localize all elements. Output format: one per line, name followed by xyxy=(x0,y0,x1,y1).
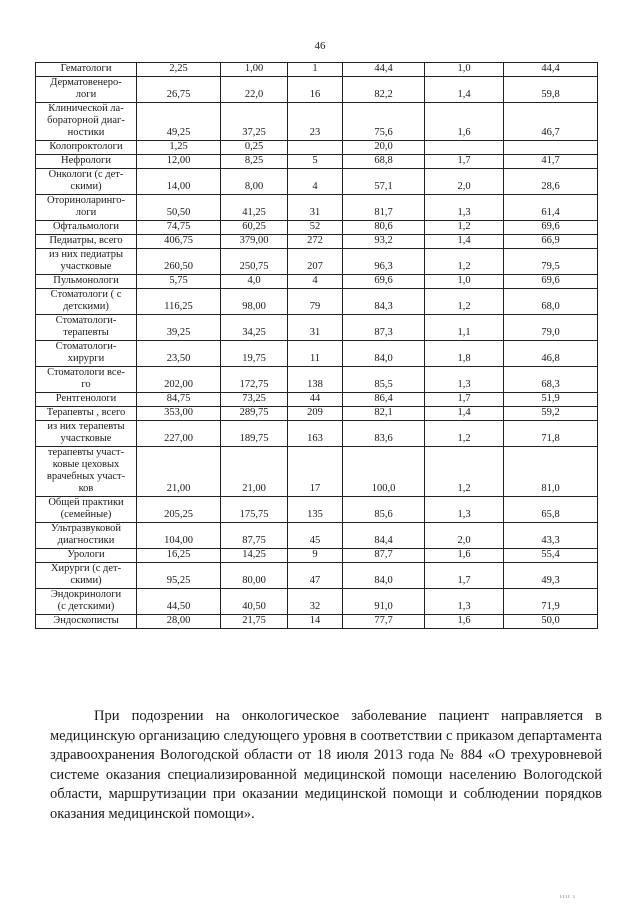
value-cell: 81,7 xyxy=(343,195,425,221)
value-cell: 379,00 xyxy=(221,235,288,249)
value-cell: 49,3 xyxy=(504,563,598,589)
value-cell: 71,8 xyxy=(504,421,598,447)
value-cell: 84,0 xyxy=(343,341,425,367)
row-label-cell: Стоматологи ( с детскими) xyxy=(36,289,137,315)
value-cell: 96,3 xyxy=(343,249,425,275)
value-cell: 82,1 xyxy=(343,407,425,421)
table-row xyxy=(36,421,598,447)
table-row xyxy=(36,315,598,341)
value-cell: 85,5 xyxy=(343,367,425,393)
value-cell: 1,2 xyxy=(425,249,504,275)
table-row xyxy=(36,589,598,615)
value-cell: 209 xyxy=(288,407,343,421)
value-cell: 87,7 xyxy=(343,549,425,563)
value-cell: 100,0 xyxy=(343,447,425,497)
value-cell: 57,1 xyxy=(343,169,425,195)
value-cell: 44 xyxy=(288,393,343,407)
value-cell: 61,4 xyxy=(504,195,598,221)
table-row xyxy=(36,169,598,195)
value-cell: 93,2 xyxy=(343,235,425,249)
value-cell: 44,50 xyxy=(137,589,221,615)
value-cell: 79,0 xyxy=(504,315,598,341)
value-cell: 16 xyxy=(288,77,343,103)
value-cell: 28,00 xyxy=(137,615,221,629)
value-cell xyxy=(504,141,598,155)
value-cell: 23 xyxy=(288,103,343,141)
table-row xyxy=(36,367,598,393)
value-cell: 87,75 xyxy=(221,523,288,549)
table-row xyxy=(36,549,598,563)
value-cell: 12,00 xyxy=(137,155,221,169)
page-number: 46 xyxy=(314,40,326,52)
value-cell: 23,50 xyxy=(137,341,221,367)
row-label-cell: Колопроктологи xyxy=(36,141,137,155)
table-row xyxy=(36,563,598,589)
value-cell: 44,4 xyxy=(343,63,425,77)
value-cell: 1,3 xyxy=(425,367,504,393)
table-row xyxy=(36,393,598,407)
value-cell: 59,8 xyxy=(504,77,598,103)
value-cell: 69,6 xyxy=(504,275,598,289)
value-cell: 406,75 xyxy=(137,235,221,249)
value-cell: 9 xyxy=(288,549,343,563)
table-row xyxy=(36,141,598,155)
value-cell: 32 xyxy=(288,589,343,615)
table-row xyxy=(36,195,598,221)
value-cell: 37,25 xyxy=(221,103,288,141)
row-label-cell: Гематологи xyxy=(36,63,137,77)
row-label-cell: Дерматовенеро- логи xyxy=(36,77,137,103)
table-row xyxy=(36,341,598,367)
value-cell: 1,7 xyxy=(425,155,504,169)
value-cell: 69,6 xyxy=(343,275,425,289)
value-cell: 1,8 xyxy=(425,341,504,367)
value-cell: 59,2 xyxy=(504,407,598,421)
value-cell: 1,0 xyxy=(425,275,504,289)
value-cell: 84,0 xyxy=(343,563,425,589)
row-label-cell: Стоматологи- хирурги xyxy=(36,341,137,367)
value-cell: 82,2 xyxy=(343,77,425,103)
value-cell: 1,1 xyxy=(425,315,504,341)
value-cell: 44,4 xyxy=(504,63,598,77)
value-cell: 66,9 xyxy=(504,235,598,249)
table-row xyxy=(36,155,598,169)
value-cell: 39,25 xyxy=(137,315,221,341)
value-cell: 1,3 xyxy=(425,195,504,221)
value-cell: 17 xyxy=(288,447,343,497)
value-cell: 202,00 xyxy=(137,367,221,393)
value-cell: 45 xyxy=(288,523,343,549)
row-label-cell: Клинической ла- бораторной диаг- ностики xyxy=(36,103,137,141)
row-label-cell: Ультразвуковой диагностики xyxy=(36,523,137,549)
value-cell: 75,6 xyxy=(343,103,425,141)
value-cell: 1 xyxy=(288,63,343,77)
value-cell: 22,0 xyxy=(221,77,288,103)
row-label-cell: Эндоскописты xyxy=(36,615,137,629)
value-cell: 84,75 xyxy=(137,393,221,407)
value-cell: 227,00 xyxy=(137,421,221,447)
table-row xyxy=(36,235,598,249)
value-cell: 1,6 xyxy=(425,549,504,563)
value-cell: 26,75 xyxy=(137,77,221,103)
row-label-cell: Нефрологи xyxy=(36,155,137,169)
table-row xyxy=(36,275,598,289)
value-cell: 1,0 xyxy=(425,63,504,77)
value-cell: 83,6 xyxy=(343,421,425,447)
table-row xyxy=(36,407,598,421)
value-cell: 46,8 xyxy=(504,341,598,367)
table-row xyxy=(36,447,598,497)
value-cell: 250,75 xyxy=(221,249,288,275)
table-row xyxy=(36,615,598,629)
value-cell: 68,8 xyxy=(343,155,425,169)
table-row xyxy=(36,221,598,235)
value-cell xyxy=(288,141,343,155)
value-cell: 0,25 xyxy=(221,141,288,155)
value-cell: 189,75 xyxy=(221,421,288,447)
value-cell: 95,25 xyxy=(137,563,221,589)
value-cell: 55,4 xyxy=(504,549,598,563)
value-cell: 28,6 xyxy=(504,169,598,195)
value-cell: 207 xyxy=(288,249,343,275)
value-cell: 1,2 xyxy=(425,447,504,497)
value-cell: 21,00 xyxy=(221,447,288,497)
value-cell: 40,50 xyxy=(221,589,288,615)
value-cell: 81,0 xyxy=(504,447,598,497)
value-cell: 1,7 xyxy=(425,563,504,589)
value-cell: 8,00 xyxy=(221,169,288,195)
value-cell: 104,00 xyxy=(137,523,221,549)
value-cell: 87,3 xyxy=(343,315,425,341)
value-cell: 74,75 xyxy=(137,221,221,235)
value-cell: 163 xyxy=(288,421,343,447)
value-cell: 47 xyxy=(288,563,343,589)
row-label-cell: Стоматологи все- го xyxy=(36,367,137,393)
value-cell: 85,6 xyxy=(343,497,425,523)
value-cell: 21,75 xyxy=(221,615,288,629)
table-row xyxy=(36,523,598,549)
value-cell: 1,4 xyxy=(425,77,504,103)
value-cell: 1,6 xyxy=(425,103,504,141)
value-cell xyxy=(425,141,504,155)
row-label-cell: Стоматологи- терапевты xyxy=(36,315,137,341)
row-label-cell: Общей практики (семейные) xyxy=(36,497,137,523)
value-cell: 46,7 xyxy=(504,103,598,141)
value-cell: 69,6 xyxy=(504,221,598,235)
row-label-cell: Рентгенологи xyxy=(36,393,137,407)
value-cell: 1,2 xyxy=(425,421,504,447)
table-body xyxy=(36,63,598,629)
table-row xyxy=(36,63,598,77)
row-label-cell: из них педиатры участковые xyxy=(36,249,137,275)
value-cell: 79 xyxy=(288,289,343,315)
value-cell: 175,75 xyxy=(221,497,288,523)
table-row xyxy=(36,497,598,523)
row-label-cell: из них терапевты участковые xyxy=(36,421,137,447)
row-label-cell: Урологи xyxy=(36,549,137,563)
value-cell: 71,9 xyxy=(504,589,598,615)
value-cell: 49,25 xyxy=(137,103,221,141)
value-cell: 11 xyxy=(288,341,343,367)
value-cell: 77,7 xyxy=(343,615,425,629)
row-label-cell: Педиатры, всего xyxy=(36,235,137,249)
value-cell: 60,25 xyxy=(221,221,288,235)
value-cell: 50,50 xyxy=(137,195,221,221)
row-label-cell: Хирурги (с дет- скими) xyxy=(36,563,137,589)
value-cell: 31 xyxy=(288,195,343,221)
value-cell: 73,25 xyxy=(221,393,288,407)
row-label-cell: Терапевты , всего xyxy=(36,407,137,421)
value-cell: 1,2 xyxy=(425,289,504,315)
value-cell: 79,5 xyxy=(504,249,598,275)
value-cell: 172,75 xyxy=(221,367,288,393)
value-cell: 1,4 xyxy=(425,235,504,249)
value-cell: 5 xyxy=(288,155,343,169)
value-cell: 41,25 xyxy=(221,195,288,221)
value-cell: 289,75 xyxy=(221,407,288,421)
value-cell: 1,25 xyxy=(137,141,221,155)
table-row xyxy=(36,103,598,141)
value-cell: 19,75 xyxy=(221,341,288,367)
value-cell: 34,25 xyxy=(221,315,288,341)
value-cell: 135 xyxy=(288,497,343,523)
value-cell: 4 xyxy=(288,275,343,289)
value-cell: 1,3 xyxy=(425,497,504,523)
value-cell: 16,25 xyxy=(137,549,221,563)
table-row xyxy=(36,77,598,103)
value-cell: 1,6 xyxy=(425,615,504,629)
value-cell: 14,25 xyxy=(221,549,288,563)
value-cell: 5,75 xyxy=(137,275,221,289)
corner-mark: ıııı ı xyxy=(560,894,576,900)
value-cell: 8,25 xyxy=(221,155,288,169)
value-cell: 98,00 xyxy=(221,289,288,315)
value-cell: 91,0 xyxy=(343,589,425,615)
body-paragraph: При подозрении на онкологическое заболевание пациент направляется в медицинскую организацию следующего уровня в соответствии с приказом департамента здравоохранения Вологодской области от 18 июля 2013 года № 884 «О трехуровневой системе оказания специализированной медицинской помощи населению Вологодской области, маршрутизации при оказании медицинской помощи и соблюдении порядков оказания медицинской помощи». xyxy=(50,708,602,822)
row-label-cell: Эндокринологи (с детскими) xyxy=(36,589,137,615)
value-cell: 353,00 xyxy=(137,407,221,421)
value-cell: 31 xyxy=(288,315,343,341)
value-cell: 1,2 xyxy=(425,221,504,235)
value-cell: 1,3 xyxy=(425,589,504,615)
value-cell: 1,00 xyxy=(221,63,288,77)
table-row xyxy=(36,249,598,275)
value-cell: 52 xyxy=(288,221,343,235)
value-cell: 84,4 xyxy=(343,523,425,549)
value-cell: 41,7 xyxy=(504,155,598,169)
value-cell: 2,0 xyxy=(425,169,504,195)
value-cell: 4,0 xyxy=(221,275,288,289)
value-cell: 84,3 xyxy=(343,289,425,315)
staffing-table xyxy=(35,62,598,629)
value-cell: 272 xyxy=(288,235,343,249)
value-cell: 43,3 xyxy=(504,523,598,549)
value-cell: 68,0 xyxy=(504,289,598,315)
value-cell: 14 xyxy=(288,615,343,629)
row-label-cell: Оториноларинго- логи xyxy=(36,195,137,221)
value-cell: 80,00 xyxy=(221,563,288,589)
value-cell: 80,6 xyxy=(343,221,425,235)
value-cell: 1,4 xyxy=(425,407,504,421)
row-label-cell: терапевты участ- ковые цеховых врачебных участ- ков xyxy=(36,447,137,497)
value-cell: 205,25 xyxy=(137,497,221,523)
row-label-cell: Офтальмологи xyxy=(36,221,137,235)
row-label-cell: Онкологи (с дет- скими) xyxy=(36,169,137,195)
value-cell: 86,4 xyxy=(343,393,425,407)
value-cell: 68,3 xyxy=(504,367,598,393)
value-cell: 20,0 xyxy=(343,141,425,155)
value-cell: 116,25 xyxy=(137,289,221,315)
value-cell: 50,0 xyxy=(504,615,598,629)
value-cell: 4 xyxy=(288,169,343,195)
row-label-cell: Пульмонологи xyxy=(36,275,137,289)
value-cell: 260,50 xyxy=(137,249,221,275)
value-cell: 21,00 xyxy=(137,447,221,497)
value-cell: 2,0 xyxy=(425,523,504,549)
value-cell: 65,8 xyxy=(504,497,598,523)
value-cell: 1,7 xyxy=(425,393,504,407)
value-cell: 14,00 xyxy=(137,169,221,195)
value-cell: 51,9 xyxy=(504,393,598,407)
value-cell: 138 xyxy=(288,367,343,393)
table-row xyxy=(36,289,598,315)
value-cell: 2,25 xyxy=(137,63,221,77)
